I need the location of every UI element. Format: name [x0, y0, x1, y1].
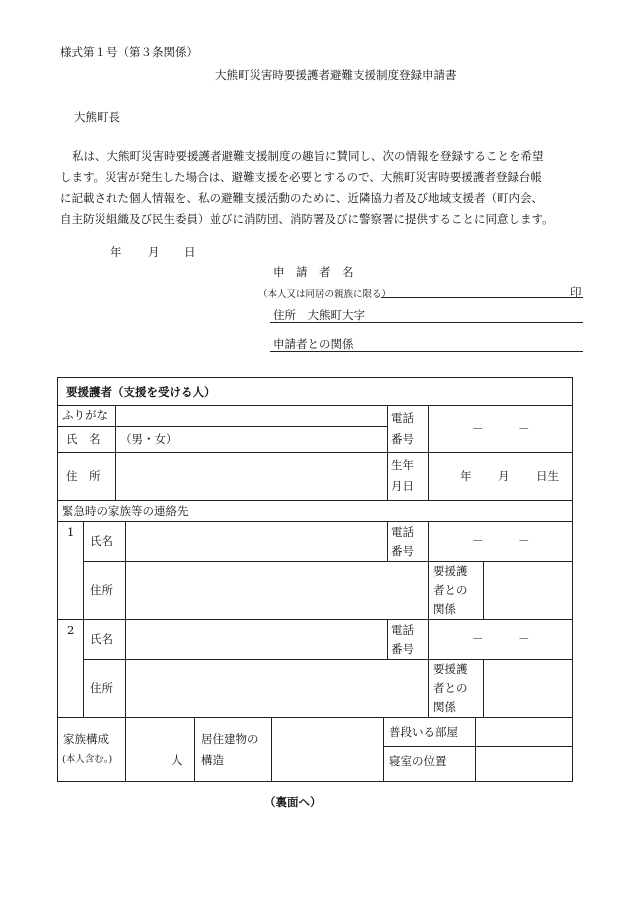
- applicant-address-label: 住所 大熊町大字: [273, 308, 365, 322]
- phone-label-1: 電話: [391, 411, 414, 425]
- contact-2-number: 2: [67, 623, 75, 637]
- phone-field[interactable]: － －: [472, 422, 530, 436]
- contact-1-relation-1: 要援護: [433, 564, 468, 578]
- building-label-1: 居住建物の: [201, 732, 259, 746]
- family-note: (本人含む。): [62, 754, 113, 765]
- bedroom-label: 寝室の位置: [389, 754, 447, 768]
- form-title: 大熊町災害時要援護者避難支援制度登録申請書: [215, 68, 457, 82]
- consent-line-4: 自主防災組織及び民生委員）並びに消防団、消防署及びに警察署に提供することに同意します。: [60, 212, 554, 226]
- usual-room-label: 普段いる部屋: [389, 725, 458, 739]
- phone-label-2: 番号: [391, 432, 414, 446]
- contact-1-relation-3: 関係: [433, 602, 456, 616]
- building-label-2: 構造: [201, 753, 224, 767]
- addressee: 大熊町長: [74, 110, 120, 124]
- date-year: 年: [110, 245, 122, 259]
- gender-select[interactable]: （男・女）: [120, 432, 178, 446]
- contact-1-phone-label-2: 番号: [391, 544, 414, 558]
- date-day: 日: [184, 245, 196, 259]
- contact-2-address-label: 住所: [90, 681, 113, 695]
- family-label: 家族構成: [63, 732, 109, 746]
- name-label: 氏 名: [66, 432, 101, 446]
- applicant-note: （本人又は同居の親族に限る）: [258, 289, 392, 300]
- applicant-name-label: 申 請 者 名: [273, 265, 354, 279]
- address-label: 住 所: [66, 469, 101, 483]
- contact-2-phone-label-1: 電話: [391, 623, 414, 637]
- birth-year: 年: [460, 469, 472, 483]
- family-unit: 人: [171, 753, 183, 767]
- form-number: 様式第１号（第３条関係）: [60, 45, 198, 59]
- seal-mark: 印: [570, 285, 582, 299]
- contact-1-phone-field[interactable]: － －: [472, 534, 530, 548]
- applicant-name-field[interactable]: [381, 297, 583, 298]
- contact-2-relation-1: 要援護: [433, 662, 468, 676]
- contact-2-relation-2: 者との: [433, 681, 468, 695]
- consent-line-2: します。災害が発生した場合は、避難支援を必要とするので、大熊町災害時要援護者登録台帳: [60, 170, 542, 184]
- applicant-relation-label: 申請者との関係: [273, 337, 354, 351]
- footer-continue: （裏面へ）: [264, 795, 322, 809]
- birth-label-1: 生年: [391, 458, 414, 472]
- consent-line-3: に記載された個人情報を、私の避難支援活動のために、近隣協力者及び地域支援者（町内会、: [60, 191, 543, 205]
- contact-1-phone-label-1: 電話: [391, 525, 414, 539]
- contact-2-phone-field[interactable]: － －: [472, 632, 530, 646]
- date-month: 月: [148, 245, 160, 259]
- contact-1-number: 1: [67, 525, 75, 539]
- applicant-relation-field[interactable]: [270, 351, 583, 352]
- contact-1-relation-2: 者との: [433, 583, 468, 597]
- section-title: 要援護者（支援を受ける人）: [66, 385, 216, 399]
- registration-table: [57, 377, 573, 782]
- birth-month: 月: [498, 469, 510, 483]
- applicant-address-field[interactable]: [270, 322, 583, 323]
- contact-2-name-label: 氏名: [90, 632, 113, 646]
- birth-label-2: 月日: [391, 479, 414, 493]
- emergency-title: 緊急時の家族等の連絡先: [62, 504, 189, 518]
- furigana-label: ふりがな: [62, 408, 108, 422]
- consent-text: [60, 146, 590, 230]
- contact-1-name-label: 氏名: [90, 534, 113, 548]
- contact-2-phone-label-2: 番号: [391, 642, 414, 656]
- contact-2-relation-3: 関係: [433, 700, 456, 714]
- contact-1-address-label: 住所: [90, 583, 113, 597]
- consent-line-1: 私は、大熊町災害時要援護者避難支援制度の趣旨に賛同し、次の情報を登録することを希望: [72, 149, 544, 163]
- birth-day: 日生: [536, 469, 559, 483]
